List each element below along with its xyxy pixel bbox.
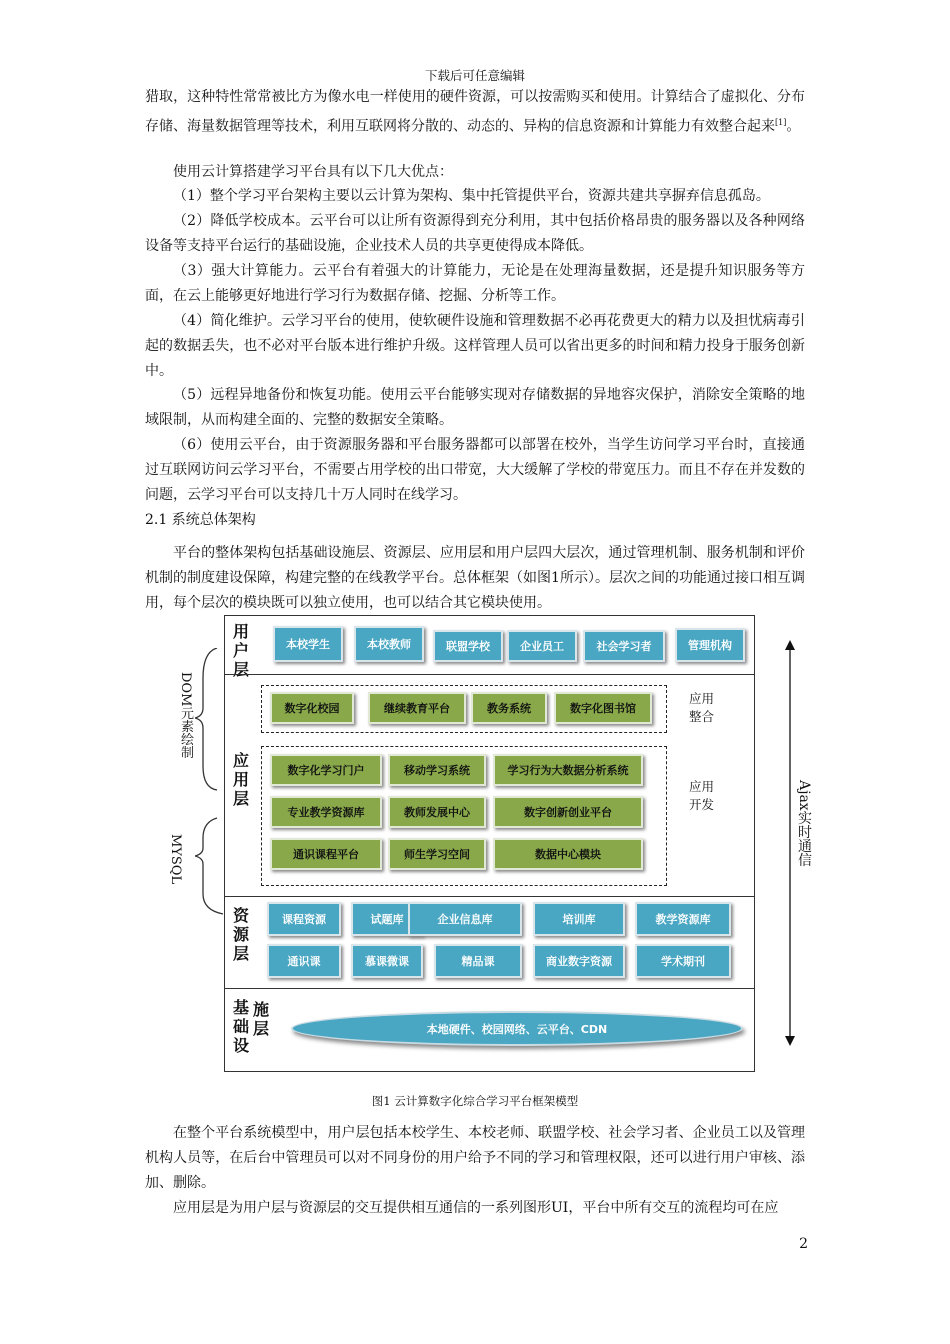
advantage-1: （1）整个学习平台架构主要以云计算为架构、集中托管提供平台，资源共建共享摒弃信息孤岛。	[173, 188, 770, 204]
develop-item: 学习行为大数据分析系统	[493, 754, 643, 786]
arrow-head-down	[785, 1036, 795, 1046]
left-braces	[195, 648, 225, 918]
user-item: 社会学习者	[583, 630, 665, 662]
develop-item: 数据中心模块	[493, 838, 643, 870]
advantage-3: （3）强大计算能力。云平台有着强大的计算能力，无论是在处理海量数据，还是提升知识服务等方面，在云上能够更好地进行学习行为数据存储、挖掘、分析等工作。	[145, 263, 805, 304]
figure-caption: 图1 云计算数字化综合学习平台框架模型	[371, 1094, 579, 1108]
resource-item: 试题库	[351, 902, 423, 936]
page-number: 2	[799, 1236, 808, 1252]
architecture-diagram	[224, 615, 755, 1072]
paragraph-1-end: 。	[786, 118, 801, 135]
paragraph-1-text: 猎取，这种特性常常被比方为像水电一样使用的硬件资源，可以按需购买和使用。计算结合了虚拟化、分布存储、海量数据管理等技术，利用互联网将分散的、动态的、异构的信息资源和计算能力有效整合起来	[145, 89, 805, 135]
user-item: 联盟学校	[433, 630, 503, 662]
resource-item: 通识课	[267, 944, 341, 978]
user-item: 企业员工	[507, 630, 577, 662]
resource-layer-title: 资源层	[233, 906, 250, 963]
resource-item: 企业信息库	[408, 902, 522, 936]
resource-item: 精品课	[434, 944, 522, 978]
develop-item: 移动学习系统	[388, 754, 486, 786]
advantage-6: （6）使用云平台，由于资源服务器和平台服务器都可以部署在校外，当学生访问学习平台时，直接通过互联网访问云学习平台，不需要占用学校的出口带宽，大大缓解了学校的带宽压力。而且不存在并发数的问题，云学习平台可以支持几十万人同时在线学习。	[145, 437, 805, 503]
mysql-brace	[195, 818, 223, 914]
resource-item: 培训库	[533, 902, 625, 936]
integrate-label: 应用整合	[689, 691, 715, 724]
resource-item: 课程资源	[267, 902, 341, 936]
resource-item: 学术期刊	[635, 944, 731, 978]
advantage-5: （5）远程异地备份和恢复功能。使用云平台能够实现对存储数据的异地容灾保护，消除安全策略的地域限制，从而构建全面的、完整的数据安全策略。	[145, 387, 805, 428]
develop-item: 数字化学习门户	[270, 754, 382, 786]
advantage-4: （4）简化维护。云学习平台的使用，使软硬件设施和管理数据不必再花费更大的精力以及担忧病毒引起的数据丢失，也不必对平台版本进行维护升级。这样管理人员可以省出更多的时间和精力投身于服务创新中。	[145, 313, 805, 379]
user-item: 本校教师	[354, 626, 424, 662]
layer-separator	[225, 674, 754, 675]
develop-item: 通识课程平台	[270, 838, 382, 870]
infra-layer-title-a: 基础设	[233, 998, 250, 1055]
section-heading: 2.1 系统总体架构	[145, 512, 256, 528]
develop-item: 专业教学资源库	[270, 796, 382, 828]
paragraph-architecture: 平台的整体架构包括基础设施层、资源层、应用层和用户层四大层次，通过管理机制、服务机制和评价机制的制度建设保障，构建完整的在线教学平台。总体框架（如图1所示）。层次之间的功能通过接口相互调用，每个层次的模块既可以独立使用，也可以结合其它模块使用。	[145, 545, 805, 611]
develop-item: 师生学习空间	[388, 838, 486, 870]
citation-ref: [1]	[775, 118, 787, 127]
resource-item: 商业数字资源	[533, 944, 625, 978]
paragraph-1	[145, 85, 805, 140]
integrate-item: 教务系统	[471, 692, 547, 724]
page-header: 下载后可任意编辑	[424, 68, 525, 83]
infra-layer-title-b: 施层	[253, 1000, 270, 1038]
dom-brace	[195, 648, 217, 790]
integrate-item: 数字化校园	[270, 692, 354, 724]
advantage-2: （2）降低学校成本。云平台可以让所有资源得到充分利用，其中包括价格昂贵的服务器以及各种网络设备等支持平台运行的基础设施，企业技术人员的共享更使得成本降低。	[145, 213, 805, 254]
integrate-item: 继续教育平台	[368, 692, 466, 724]
user-item: 管理机构	[675, 628, 745, 662]
develop-item: 数字创新创业平台	[493, 796, 643, 828]
infrastructure-ellipse: 本地硬件、校园网络、云平台、CDN	[291, 1011, 743, 1046]
ajax-label: Ajax实时通信	[796, 780, 812, 867]
develop-label: 应用开发	[689, 779, 715, 812]
develop-item: 教师发展中心	[388, 796, 486, 828]
layer-separator	[225, 988, 754, 989]
app-layer-title: 应用层	[233, 751, 250, 808]
paragraph-2: 使用云计算搭建学习平台具有以下几大优点：	[173, 164, 453, 180]
dom-label: DOM元素绘制	[178, 672, 193, 759]
arrow-head-up	[785, 640, 795, 650]
user-layer-title: 用户层	[233, 622, 250, 679]
resource-item: 教学资源库	[635, 902, 731, 936]
resource-item: 慕课微课	[351, 944, 423, 978]
user-item: 本校学生	[273, 626, 343, 662]
paragraph-user-layer: 在整个平台系统模型中，用户层包括本校学生、本校老师、联盟学校、社会学习者、企业员工以及管理机构人员等，在后台中管理员可以对不同身份的用户给予不同的学习和管理权限，还可以进行用户审核、添加、删除。	[145, 1125, 805, 1191]
integrate-item: 数字化图书馆	[554, 692, 652, 724]
paragraph-app-layer: 应用层是为用户层与资源层的交互提供相互通信的一系列图形UI，平台中所有交互的流程均可在应	[173, 1200, 779, 1216]
layer-separator	[225, 896, 754, 897]
mysql-label: MYSQL	[168, 834, 183, 885]
